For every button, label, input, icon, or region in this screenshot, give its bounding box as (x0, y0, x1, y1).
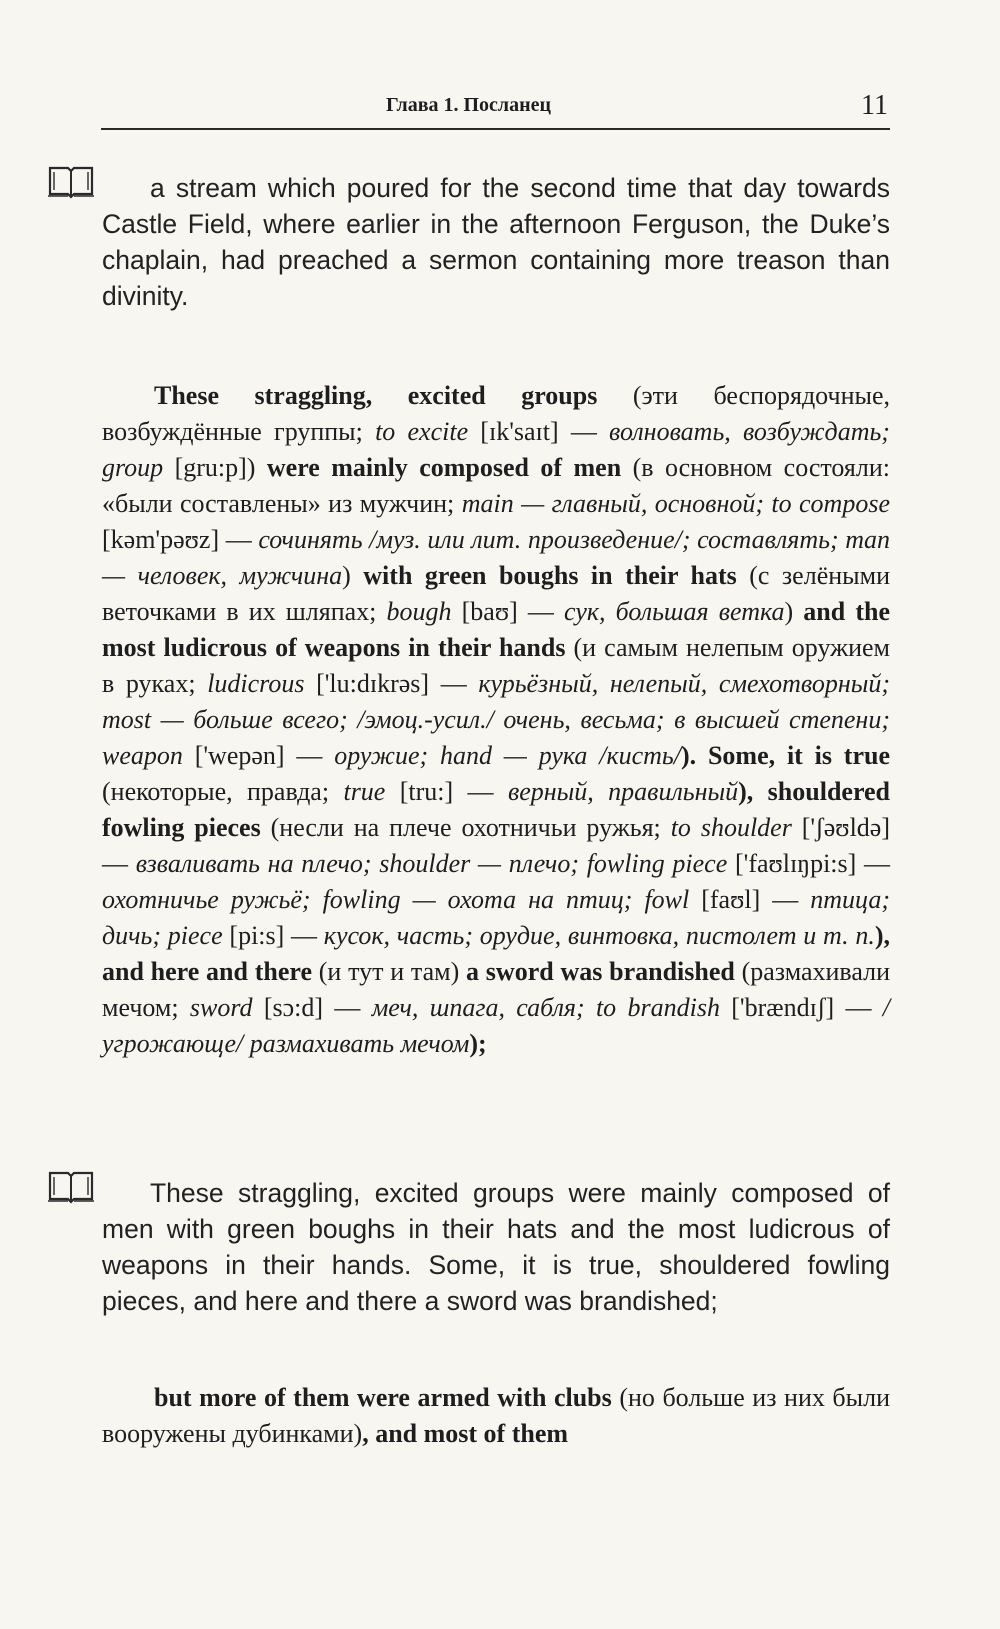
open-book-icon (46, 1168, 96, 1206)
page-number: 11 (861, 90, 888, 121)
annotated-paragraph: These straggling, excited groups (эти беспорядочные, возбуждённые группы; to excite [ɪk'saɪt] — волновать, возбуждать; group [gru:p]) were mainly composed of men (в основном состояли: «были составлены» из мужчин; main — главный, основной; to compose [kəm'pəʊz] — сочинять /муз. или лит. произведение/; составлять; man — человек, мужчина) with green boughs in their hats (с зелёными веточками в их шляпах; bough [baʊ] — сук, большая ветка) and the most ludicrous of weapons in their hands (и самым нелепым оружием в руках; ludicrous ['lu:dɪkrəs] — курьёзный, нелепый, смехотворный; most — больше всего; /эмоц.-усил./ очень, весьма; в высшей степени; weapon ['wepən] — оружие; hand — рука /кисть/). Some, it is true (некоторые, правда; true [tru:] — верный, правильный), shouldered fowling pieces (несли на плече охотничьи ружья; to shoulder ['ʃəʊldə] — взваливать на плечо; shoulder — плечо; fowling piece ['faʊlɪŋpi:s] — охотничье ружьё; fowling — охота на птиц; fowl [faʊl] — птица; дичь; piece [pi:s] — кусок, часть; орудие, винтовка, пистолет и т. п.), and here and there (и тут и там) a sword was brandished (размахивали мечом; sword [sɔ:d] — меч, шпага, сабля; to brandish ['brændɪʃ] — /угрожающе/ размахивать мечом); (102, 381, 891, 1058)
original-text-block (102, 170, 890, 314)
chapter-title: Глава 1. Посланец (386, 94, 552, 116)
running-head (101, 82, 890, 130)
annotated-paragraph: but more of them were armed with clubs (но больше из них были вооружены дубинками), and most of them (102, 1383, 890, 1448)
original-text-block (102, 1175, 890, 1319)
original-text: a stream which poured for the second time that day towards Castle Field, where earlier in the afternoon Ferguson, the Duke’s chaplain, had preached a sermon containing more treason than divinity. (102, 173, 890, 311)
open-book-icon (46, 163, 96, 201)
original-text: These straggling, excited groups were mainly composed of men with green boughs in their hats and the most ludicrous of weapons in their hands. Some, it is true, shouldered fowling pieces, and here and there a sword was brandished; (102, 1178, 890, 1316)
